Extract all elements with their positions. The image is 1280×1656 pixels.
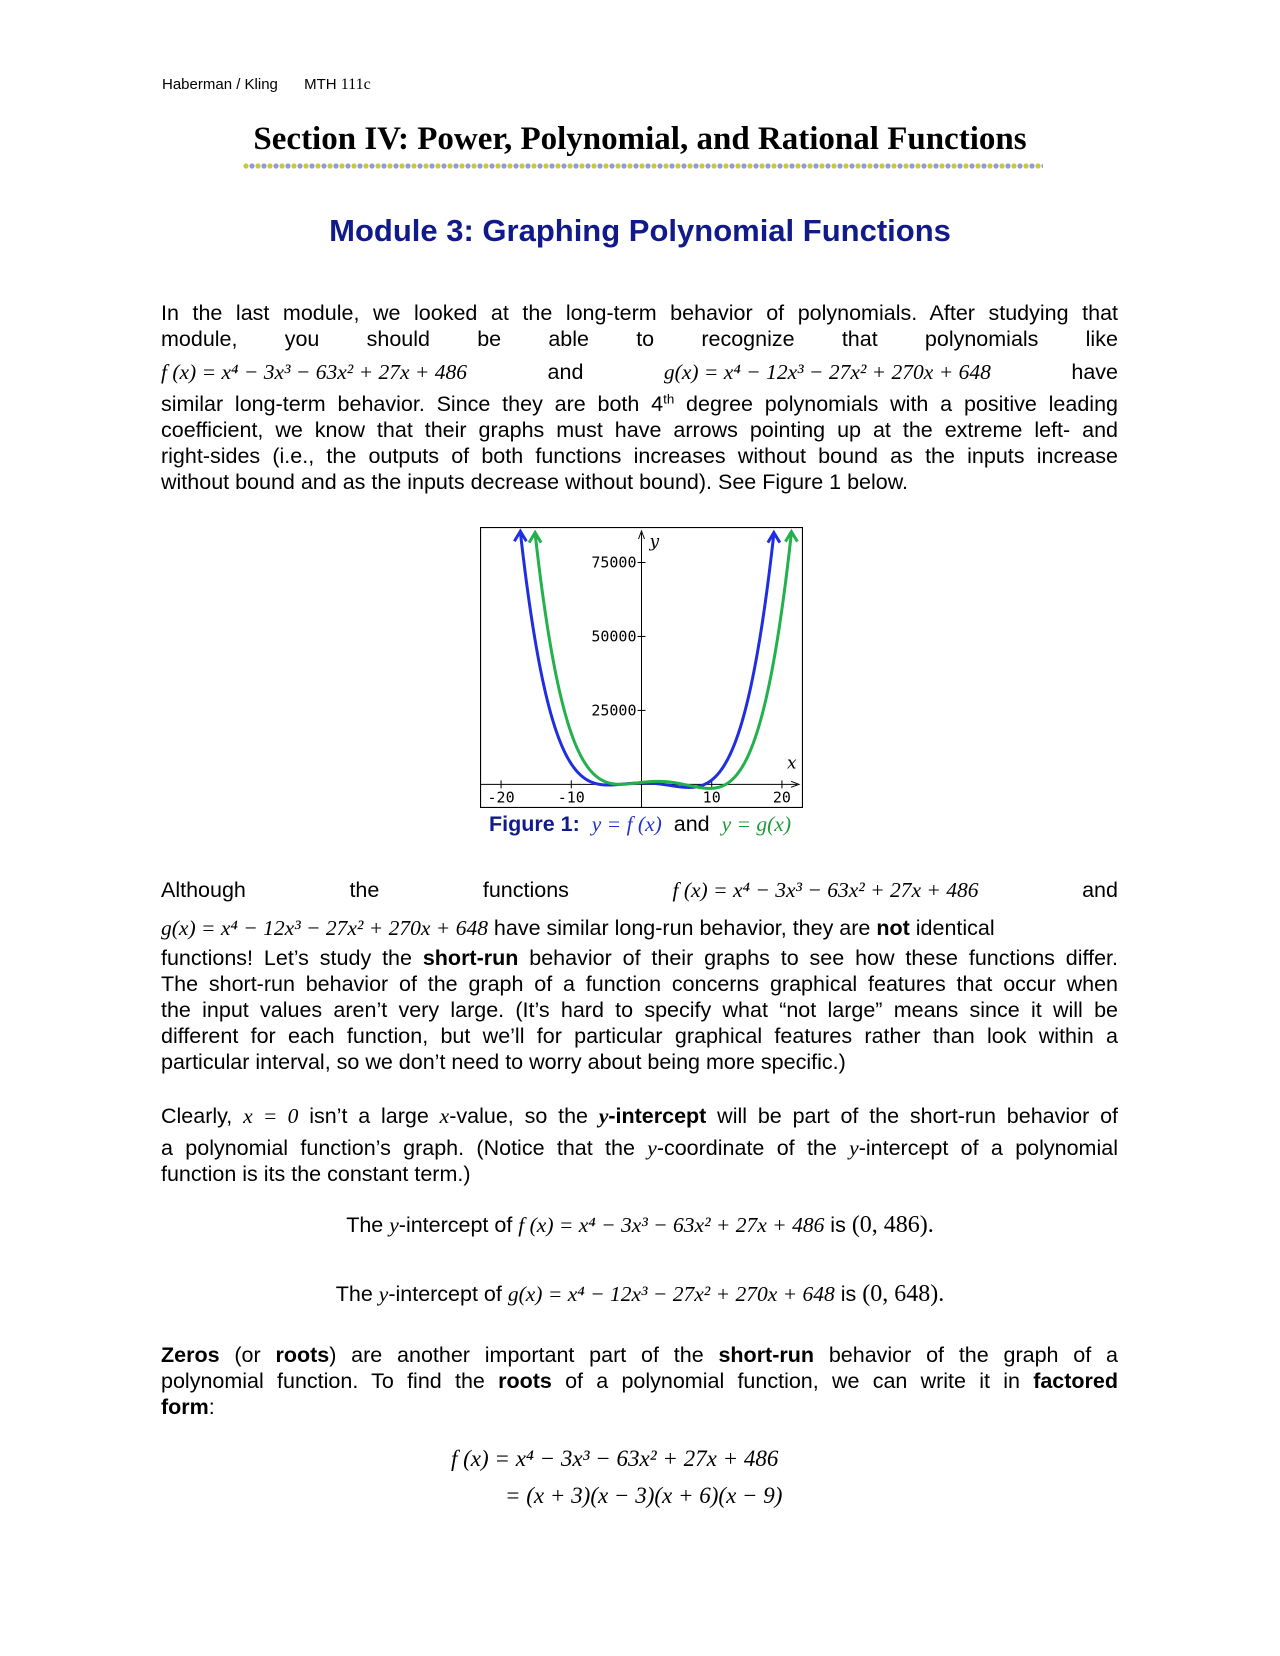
g-expression: g(x) = x⁴ − 12x³ − 27x² + 270x + 648: [663, 360, 991, 384]
caption-f: y = f (x): [591, 812, 662, 836]
para2-line-5: the input values aren’t very large. (It’s hard to specify what “not large” means since it will be: [161, 998, 1118, 1022]
y-tick-label: 50000: [591, 627, 637, 646]
para2-line-7: particular interval, so we don’t need to worry about being more specific.): [161, 1050, 846, 1074]
intro-line-1: In the last module, we looked at the long-term behavior of polynomials. After studying that: [161, 301, 1118, 325]
section-title: Section IV: Power, Polynomial, and Rational Functions: [253, 121, 1027, 157]
header-authors: Haberman / Kling: [162, 76, 278, 93]
f-expression: f (x) = x⁴ − 3x³ − 63x² + 27x + 486: [161, 360, 468, 384]
intro-word: able: [548, 327, 589, 351]
para2-line-3: functions! Let’s study the short-run behavior of their graphs to see how these functions differ.: [161, 946, 1118, 970]
caption-and: and: [673, 812, 710, 836]
intro-word: should: [366, 327, 430, 351]
para4-line-3: form:: [161, 1395, 215, 1419]
intro-line-2: [161, 326, 1118, 352]
x-axis-label: x: [787, 753, 797, 774]
g-intercept-point: (0, 648).: [862, 1281, 945, 1307]
para4-line-1: Zeros (or roots) are another important part of the short-run behavior of the graph of a: [161, 1343, 1118, 1367]
x-tick-label: -10: [557, 788, 585, 807]
f-intercept-point: (0, 486).: [851, 1212, 934, 1238]
figure-caption: [0, 812, 1280, 837]
f-expression-3: f (x) = x⁴ − 3x³ − 63x² + 27x + 486: [518, 1213, 825, 1237]
intro-line-3: [161, 359, 1118, 385]
and-word: and: [547, 360, 584, 384]
para3-line-2: a polynomial function’s graph. (Notice that the y-coordinate of the y-intercept of a polynomial: [161, 1136, 1118, 1160]
yint-f-line: The y-intercept of f (x) = x⁴ − 3x³ − 63x² + 27x + 486 is (0, 486).: [346, 1212, 934, 1238]
x-tick-label: 20: [772, 788, 791, 807]
para2-line-1: Although the functions f (x) = x⁴ − 3x³ − 63x² + 27x + 486 and: [161, 878, 1118, 902]
yint-g-line: The y-intercept of g(x) = x⁴ − 12x³ − 27x² + 270x + 648 is (0, 648).: [335, 1281, 945, 1307]
intro-line-6: right-sides (i.e., the outputs of both functions increases without bound as the inputs increase: [161, 444, 1118, 468]
intro-word: recognize: [701, 327, 795, 351]
para3-line-1: Clearly, x = 0 isn’t a large x-value, so the y-intercept will be part of the short-run behavior of: [161, 1104, 1119, 1128]
para4-line-2: polynomial function. To find the roots of a polynomial function, we can write it in factored: [161, 1369, 1119, 1393]
intro-line-5: coefficient, we know that their graphs must have arrows pointing up at the extreme left- and: [161, 418, 1118, 442]
g-expression-3: g(x) = x⁴ − 12x³ − 27x² + 270x + 648: [507, 1282, 835, 1306]
intro-word: you: [284, 327, 320, 351]
intro-word: polynomials: [924, 327, 1039, 351]
g-expression-2: g(x) = x⁴ − 12x³ − 27x² + 270x + 648: [161, 916, 488, 940]
header-course: MTH 111c: [304, 76, 371, 93]
intro-word: that: [841, 327, 878, 351]
f-expression-2: f (x) = x⁴ − 3x³ − 63x² + 27x + 486: [672, 878, 979, 902]
y-tick-label: 75000: [591, 553, 637, 572]
para2-line-2: g(x) = x⁴ − 12x³ − 27x² + 270x + 648 have similar long-run behavior, they are not identical: [161, 916, 995, 940]
factored-line-1: f (x) = x⁴ − 3x³ − 63x² + 27x + 486: [451, 1446, 779, 1471]
figure-1-chart: [480, 527, 803, 808]
intro-line-7: without bound and as the inputs decrease without bound). See Figure 1 below.: [161, 470, 909, 494]
intro-word: like: [1085, 327, 1118, 351]
caption-label: Figure 1:: [489, 812, 580, 836]
para3-line-3: function is its the constant term.): [161, 1162, 471, 1186]
intro-word: be: [477, 327, 502, 351]
y-tick-label: 25000: [591, 701, 637, 720]
x-tick-label: -20: [487, 788, 515, 807]
intro-line-4: similar long-term behavior. Since they are both 4th degree polynomials with a positive leading: [161, 391, 1118, 416]
module-title: Module 3: Graphing Polynomial Functions: [329, 213, 951, 248]
have-word: have: [1071, 360, 1118, 384]
para2-line-4: The short-run behavior of the graph of a function concerns graphical features that occur when: [161, 972, 1118, 996]
factored-line-2: = (x + 3)(x − 3)(x + 6)(x − 9): [505, 1483, 783, 1508]
page-header: [162, 76, 371, 94]
decorative-dot-border: [243, 161, 1043, 171]
x-tick-label: 10: [702, 788, 721, 807]
caption-g: y = g(x): [721, 812, 791, 836]
intro-word: module,: [161, 327, 238, 351]
intro-word: to: [636, 327, 655, 351]
para2-line-6: different for each function, but we’ll for particular graphical features rather than look within a: [161, 1024, 1118, 1048]
y-axis-label: y: [649, 532, 660, 552]
